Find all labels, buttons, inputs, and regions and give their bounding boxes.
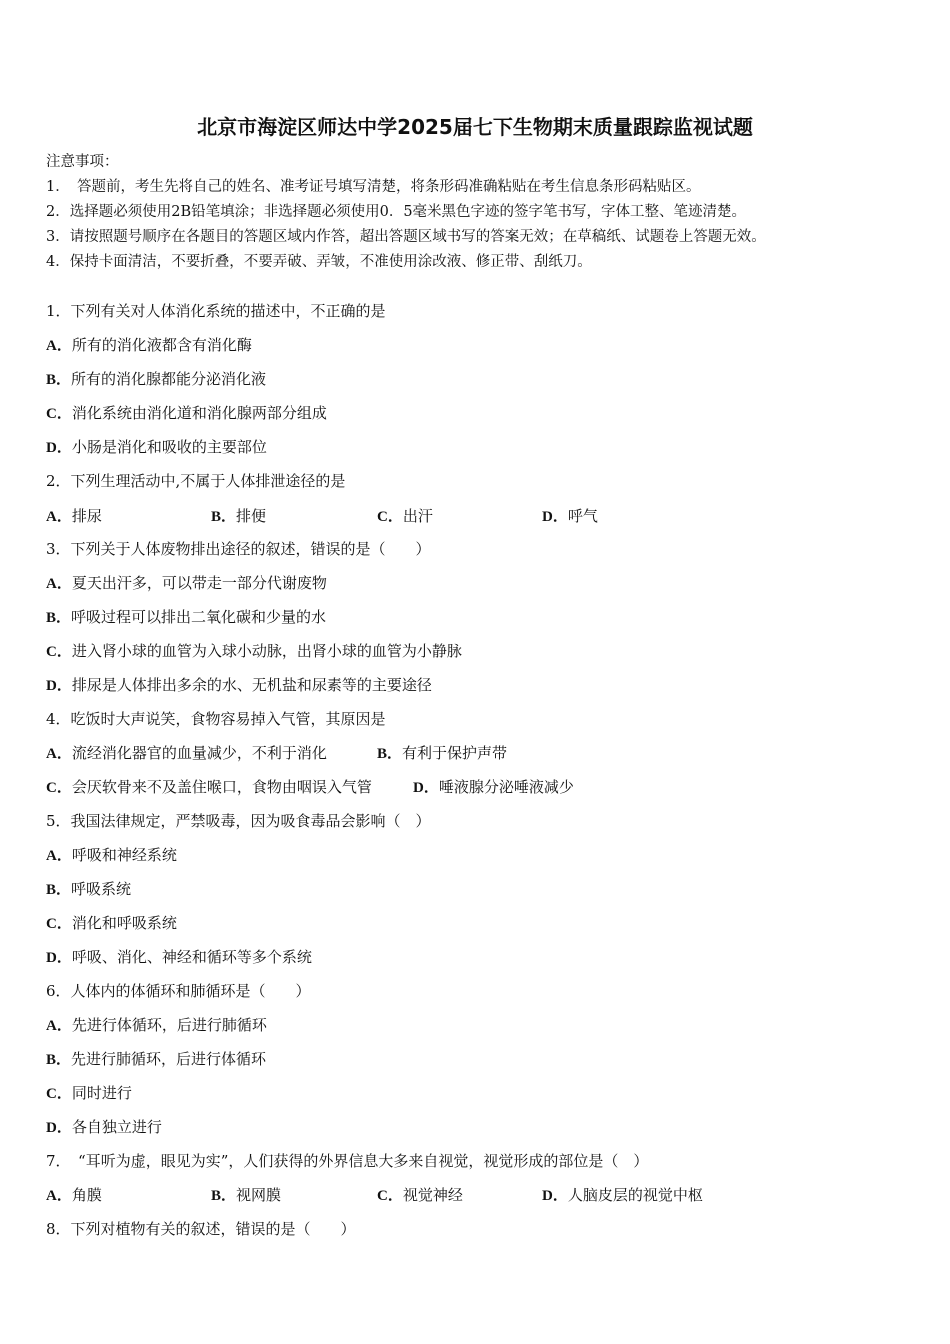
question-option: [46, 1015, 267, 1036]
question-option: [46, 506, 102, 527]
option-letter: C．: [46, 1086, 72, 1102]
question-option: [46, 369, 266, 390]
option-letter: C．: [377, 509, 403, 525]
question-option: [211, 506, 266, 527]
option-text: 消化和呼吸系统: [71, 914, 177, 932]
question-option: [46, 879, 131, 900]
option-text: 会厌软骨来不及盖住喉口，食物由咽误入气管: [71, 778, 372, 796]
option-letter: C．: [46, 406, 72, 422]
option-letter: C．: [46, 644, 72, 660]
option-text: 所有的消化腺都能分泌消化液: [71, 370, 267, 388]
question-option: [46, 845, 177, 866]
option-letter: A．: [46, 1188, 72, 1204]
option-text: 进入肾小球的血管为入球小动脉，出肾小球的血管为小静脉: [71, 642, 462, 660]
question-option: [46, 607, 326, 628]
option-letter: A．: [46, 1018, 72, 1034]
option-letter: D．: [46, 950, 72, 966]
option-text: 流经消化器官的血量减少，不利于消化: [71, 744, 327, 762]
question-stem: 3．下列关于人体废物排出途径的叙述，错误的是（ ）: [46, 540, 431, 558]
option-text: 所有的消化液都含有消化酶: [71, 336, 252, 354]
option-letter: B．: [211, 509, 237, 525]
option-letter: C．: [46, 916, 72, 932]
question-option: [46, 335, 252, 356]
option-letter: B．: [377, 746, 403, 762]
question-option: [46, 1083, 132, 1104]
option-letter: B．: [211, 1188, 237, 1204]
question-option: [46, 777, 372, 798]
option-letter: A．: [46, 848, 72, 864]
question-option: [211, 1185, 281, 1206]
option-letter: C．: [377, 1188, 403, 1204]
option-letter: A．: [46, 576, 72, 592]
question-option: [46, 947, 312, 968]
option-text: 人脑皮层的视觉中枢: [567, 1186, 703, 1204]
question-option: [377, 1185, 463, 1206]
question-option: [377, 743, 507, 764]
question-option: [46, 1049, 266, 1070]
option-text: 先进行体循环，后进行肺循环: [71, 1016, 267, 1034]
question-option: [46, 913, 177, 934]
question-stem: 7． “耳听为虚，眼见为实”，人们获得的外界信息大多来自视觉，视觉形成的部位是（ ）: [46, 1152, 649, 1170]
question-stem: 8．下列对植物有关的叙述，错误的是（ ）: [46, 1220, 356, 1238]
question-option: [46, 675, 432, 696]
notice-item: 2．选择题必须使用2B铅笔填涂；非选择题必须使用0．5毫米黑色字迹的签字笔书写，字体工整、笔迹清楚。: [46, 204, 747, 220]
option-text: 角膜: [71, 1186, 102, 1204]
question-option: [46, 1117, 162, 1138]
option-text: 视觉神经: [402, 1186, 463, 1204]
option-letter: A．: [46, 509, 72, 525]
question-option: [46, 403, 327, 424]
option-text: 夏天出汗多，可以带走一部分代谢废物: [71, 574, 327, 592]
option-letter: D．: [542, 509, 568, 525]
option-text: 呼吸和神经系统: [71, 846, 177, 864]
question-option: [377, 506, 433, 527]
option-letter: D．: [542, 1188, 568, 1204]
option-letter: A．: [46, 338, 72, 354]
option-letter: D．: [46, 440, 72, 456]
notice-heading: 注意事项：: [46, 154, 119, 170]
option-text: 排便: [236, 507, 267, 525]
option-text: 出汗: [402, 507, 433, 525]
question-option: [542, 506, 598, 527]
option-text: 呼吸过程可以排出二氧化碳和少量的水: [71, 608, 327, 626]
option-text: 小肠是消化和吸收的主要部位: [71, 438, 267, 456]
question-option: [542, 1185, 703, 1206]
option-letter: B．: [46, 610, 72, 626]
question-stem: 6．人体内的体循环和肺循环是（ ）: [46, 982, 311, 1000]
option-text: 有利于保护声带: [402, 744, 508, 762]
option-text: 排尿: [71, 507, 102, 525]
question-option: [413, 777, 574, 798]
question-stem: 5．我国法律规定，严禁吸毒，因为吸食毒品会影响（ ）: [46, 812, 431, 830]
notice-item: 3．请按照题号顺序在各题目的答题区域内作答，超出答题区域书写的答案无效；在草稿纸、试题卷上答题无效。: [46, 229, 766, 245]
question-option: [46, 641, 462, 662]
option-text: 唾液腺分泌唾液减少: [438, 778, 574, 796]
option-letter: C．: [46, 780, 72, 796]
notice-item: 1． 答题前，考生先将自己的姓名、准考证号填写清楚，将条形码准确粘贴在考生信息条形码粘贴区。: [46, 179, 701, 195]
option-letter: D．: [413, 780, 439, 796]
option-letter: D．: [46, 1120, 72, 1136]
notice-item: 4．保持卡面清洁，不要折叠，不要弄破、弄皱，不准使用涂改液、修正带、刮纸刀。: [46, 254, 592, 270]
option-text: 同时进行: [71, 1084, 132, 1102]
option-letter: B．: [46, 882, 72, 898]
question-stem: 1．下列有关对人体消化系统的描述中，不正确的是: [46, 302, 386, 320]
option-text: 各自独立进行: [71, 1118, 162, 1136]
question-option: [46, 437, 267, 458]
option-letter: B．: [46, 1052, 72, 1068]
option-letter: B．: [46, 372, 72, 388]
question-option: [46, 1185, 102, 1206]
option-text: 呼吸、消化、神经和循环等多个系统: [71, 948, 312, 966]
option-text: 消化系统由消化道和消化腺两部分组成: [71, 404, 327, 422]
option-text: 呼吸系统: [71, 880, 132, 898]
option-text: 排尿是人体排出多余的水、无机盐和尿素等的主要途径: [71, 676, 432, 694]
option-letter: D．: [46, 678, 72, 694]
question-option: [46, 743, 327, 764]
option-text: 呼气: [567, 507, 598, 525]
question-option: [46, 573, 327, 594]
page-title: 北京市海淀区师达中学2025届七下生物期末质量跟踪监视试题: [197, 115, 753, 139]
option-text: 先进行肺循环，后进行体循环: [71, 1050, 267, 1068]
option-text: 视网膜: [236, 1186, 282, 1204]
question-stem: 4．吃饭时大声说笑，食物容易掉入气管，其原因是: [46, 710, 386, 728]
question-stem: 2．下列生理活动中,不属于人体排泄途径的是: [46, 472, 346, 490]
option-letter: A．: [46, 746, 72, 762]
